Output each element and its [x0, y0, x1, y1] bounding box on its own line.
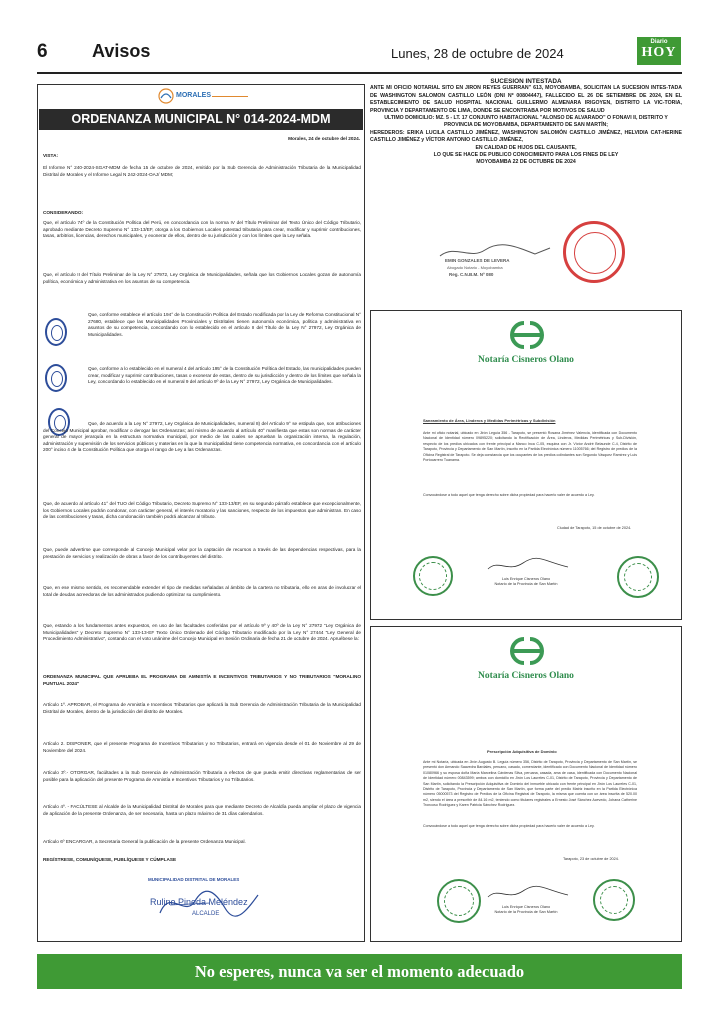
notary-logo-icon [504, 635, 550, 667]
logo-tagline-line [212, 96, 248, 97]
paragraph-2: Que, el artículo II del Título Preliminar de la Ley N° 27972, Ley Orgánica de Municipalidades, señala que los Gobiernos Locales gozan de autonomía política, económica y administrativa en los asuntos de su competencia. [43, 272, 361, 284]
signature-entity: MUNICIPALIDAD DISTRITAL DE MORALES [148, 877, 240, 882]
succession-notice [370, 78, 682, 167]
closing-formula: REGÍSTRESE, COMUNÍQUESE, PUBLÍQUESE Y CÚMPLASE [43, 857, 177, 862]
notary-signature-title: Notario de la Provincia de San Martín [494, 582, 558, 586]
vista-paragraph: El Informe N° 240-2024-SGAT-MDM de fecha 15 de octubre de 2024, emitido por la Sub Gerencia de Administración Tributaria de la Municipalidad Distrital de Morales y el Informe Legal N 242-2024-OAJ/ MDM; [43, 165, 361, 177]
footer-slogan-banner: No esperes, nunca va ser el momento adecuado [37, 954, 682, 989]
notary-heading: Saneamiento de Área, Linderos y Medidas Perimétricas y Subdivisión [423, 418, 556, 423]
header-rule [37, 72, 682, 74]
article-4: Artículo 4º. - FACÚLTESE al Alcalde de la Municipalidad Distrital de Morales para que mediante Decreto de Alcaldía pueda ampliar el plazo de vigencia de aplicación de la presente Ordenanza, de ser necesaria, hasta un plazo máximo de 31 días calendarios. [43, 804, 361, 816]
stamp-name: EMIN GONZALES DE LEVERA [445, 258, 510, 263]
red-seal-inner-ring [574, 232, 616, 274]
logo-text: MORALES [176, 92, 211, 99]
notary-stamp [435, 242, 555, 286]
municipality-emblem-icon [158, 88, 174, 104]
notary-body: Ante mi oficio notarial, ubicado en Jirón Leguía 356 - Tarapoto, se presentó Rosana Jiménez Valencia, identificada con Documento Nacional de Identidad número 09895220; solicitando la Rectificación de Área, Linderos, Medidas Perimétricas y Sub-División, respecto de los predios ubicados con frente principal a Manco Inca C-05, esquina con Jr. Víctor André Belaunde C-4, Distrito de Tarapoto, Provincia y Departamento de San Martín, inscrito en la Partida Electrónica número 11005766; del Registro de predios de la Oficina Registral de Tarapoto. Se deja constancia que los ocupantes de los predios colindantes son Segundo Vásquez Ramírez y Luis Portocarrero Tuanama. [423, 431, 637, 463]
notary-city-date: Ciudad de Tarapoto, 15 de octubre de 2024. [557, 526, 632, 530]
issue-date: Lunes, 28 de octubre de 2024 [391, 46, 564, 61]
paragraph-3: Que, conforme establece el artículo 194° de la Constitución Política del Estado modificada por la Ley de Reforma Constitucional N° 27680, establece que las Municipalidades Provinciales y Distritales tienen autonomía económica, política y administrativa en asuntos de su competencia, concordando con lo establecido en el artículo II del Título de la Ley N° 27972, Ley Orgánica de Municipalidades. [88, 312, 361, 337]
notary-signature [471, 577, 581, 587]
ordinance-date: Morales, 24 de octubre del 2024. [288, 136, 360, 141]
notary-seal-right [593, 879, 635, 921]
red-notary-seal [563, 221, 625, 283]
notary-seal-left [437, 879, 481, 923]
notary-body: Ante mi Notaría, ubicada en Jirón Augusto B. Leguía número 356, Distrito de Tarapoto, Provincia y Departamento de San Martín, se presentó don Armando Saavedra Bardales, peruano, casado, comerciante, identificado con Documento Nacional de Identidad número 01080966 y su esposa doña María Marcelina Cárdenas Silva, peruana, casada, ama de casa, identificada con Documento Nacional de Identidad número 00843599; ambos con domicilio en Jirón Los Laureles C-01, Distrito de Tarapoto, Provincia y Departamento de San Martín, solicitando la Prescripción Adquisitiva de Dominio del inmueble ubicado con frente principal en Jirón Los Laureles C-01, Distrito de Tarapoto, Provincia y Departamento de San Martín, que forma parte del predio Matriz inscrito en la Partida Electrónica número 05000573 del Registro de Predios de la Oficina Registral de Tarapoto, la misma que cuenta con un área inscrita de 520.00 m2, siendo el área a prescribir de 84.16 m2, teniendo como titulares registrales a Ernesto José Sánchez Acevedo, Johana Catherine Troncoso Rodríguez y Karen Patricia Sánchez Rodríguez. [423, 760, 637, 808]
notary-notice-2 [370, 626, 682, 942]
municipal-seal-2 [45, 364, 67, 392]
notary-signature-scribble [483, 557, 573, 575]
notary-signature-name: Luis Enrique Cisneros Olano [501, 905, 551, 909]
article-2: Artículo 2. DISPONER, que el presente Programa de Incentivos Tributarios y no Tributarios, entrará en vigencia desde el 01 de Noviembre al 29 de Noviembre del 2024. [43, 741, 361, 753]
notary-closing: Convocándose a todo aquel que tenga derecho sobre dicha propiedad para hacerlo valer de acuerdo a Ley. [423, 824, 595, 828]
logo-main-text: HOY [641, 45, 677, 60]
succession-notice-text: LO QUE SE HACE DE PUBLICO CONOCIMIENTO PARA LOS FINES DE LEY [433, 152, 619, 159]
succession-city-date: MOYOBAMBA 22 DE OCTUBRE DE 2024 [476, 159, 576, 166]
succession-body: ANTE MI OFICIO NOTARIAL SITO EN JIRON REYES GUERRAN" 613, MOYOBAMBA, SOLICITAN LA SUCESION INTES-TADA DE WASHINGTON SALOMON CASTILLO LEÓN (DNI Nº 00804447), FALLECIDO EL 26 DE SETIEMBRE DE 2024, EN EL ESTABLECIMIENTO DE SALUD HOSPITAL NACIONAL GUILLERMO ALMENARA IRIGOYEN, DISTRITO LA VIC-TORIA, PROVINCIA Y DEPARTAMENTO DE LIMA, DONDE SE ENCONTRABA POR MOTIVOS DE SALUD [370, 85, 682, 114]
stamp-role: Abogado Notario - Moyobamba [447, 265, 503, 270]
succession-domicile: ULTIMO DOMICILIO: MZ. 5 - LT. 17 CONJUNTO HABITACIONAL "ALONSO DE ALVARADO" O FONAVI II, DISTRITO Y PROVINCIA DE MOYOBAMBA, DEPARTAMENTO DE SAN MARTÍN; [384, 115, 668, 129]
notary-notice-1 [370, 310, 682, 620]
succession-heirs: HEREDEROS: ERIKA LUCILA CASTILLO JIMÉNEZ, WASHINGTON SALOMÓN CASTILLO JIMÉNEZ, HELVIDIA CAT-HERINE CASTILLO JIMÉNEZ y VÍCTOR ANTONIO CASTILLO JIMÉNEZ, [370, 129, 682, 144]
notary-seal-left [413, 556, 453, 596]
paragraph-7: Que, puede advertirse que corresponde al Concejo Municipal velar por la captación de recursos a través de las dependencias respectivas, para la prestación de servicios y realización de obras a favor de los contribuyentes del distrito. [43, 547, 361, 559]
newspaper-logo [637, 37, 681, 65]
paragraph-1: Que, el artículo 74º de la Constitución Política del Perú, en concordancia con la norma IV del Título Preliminar del Texto Único del Código Tributario, aprobado mediante Decreto Supremo N° 133-13/EF, otorga a los Gobiernos Locales potestad tributaria para crear, modificar y suprimir contribuciones, tasas, arbitrios, licencias, derechos municipales, y exonerar de ellos, dentro de su jurisdicción y con los límites que la Ley señala. [43, 220, 361, 239]
notary-seal-right [617, 556, 659, 598]
considerando-label: CONSIDERANDO: [43, 210, 84, 215]
notary-brand: Notaría Cisneros Olano [478, 671, 574, 681]
mayor-signature-block [140, 877, 280, 933]
notary-logo-icon [504, 319, 550, 351]
notary-signature-title: Notario de la Provincia de San Martín [494, 910, 558, 914]
logo-top-text: Diario [650, 39, 668, 45]
notary-signature [471, 905, 581, 915]
notary-brand: Notaría Cisneros Olano [478, 355, 574, 365]
municipal-seal-1 [45, 318, 67, 346]
ordinance-heading: ORDENANZA MUNICIPAL QUE APRUEBA EL PROGRAMA DE AMNISTÍA E INCENTIVOS TRIBUTARIOS Y NO TRIBUTARIOS "MORALINO PUNTUAL 2024" [43, 674, 361, 686]
article-5: Artículo 6º ENCARGAR, a Secretaria General la publicación de la presente Ordenanza Municipal. [43, 839, 246, 844]
article-1: Artículo 1º. APROBAR, el Programa de Amnistía e Incentivos Tributarios que aplicará la Sub Gerencia de Administración Tributaria de la Municipalidad Distrital de Morales, dentro de la jurisdicción del distrito de Morales. [43, 702, 361, 714]
notary-city-date: Tarapoto, 23 de octubre de 2024. [563, 857, 619, 861]
notary-signature-scribble [483, 885, 573, 903]
ordinance-title: ORDENANZA MUNICIPAL N° 014-2024-MDM [39, 109, 363, 130]
signature-name: Rulino Pineda Meléndez [150, 897, 248, 907]
paragraph-9: Que, estando a los fundamentos antes expuestos, en uso de las facultades conferidas por el artículo 9º y 40º de la Ley N° 27972 "Ley Orgánica de Municipalidades" y Decreto Supremo N° 133-13-EF Texto Único Ordenado del Código Tributario modificado por la Ley N° 27444 "Ley General de Procedimiento Administrativo", contando con el voto unánime del Concejo Municipal en Sesión Ordinaria de fecha 21 de octubre de 2024. Apruébese la: [43, 623, 361, 642]
notary-signature-name: Luis Enrique Cisneros Olano [501, 577, 551, 581]
municipality-logo [158, 87, 248, 105]
notary-heading: Prescripción Adquisitiva de Dominio [487, 749, 557, 754]
paragraph-6: Que, de acuerdo al artículo 41° del TUO del Código Tributario, Decreto Supremo N° 133-13/EF, en su segundo párrafo establece que excepcionalmente, los Gobiernos Locales podrán condonar, con carácter general, el interés moratorio y las sanciones, respecto de los impuestos que administran. En caso de las contribuciones y tasas, dicha condonación también podrá alcanzar al tributo. [43, 501, 361, 520]
paragraph-5: Que, de acuerdo a la Ley N° 27972, Ley Orgánica de Municipalidades, numeral 8) del Artículo 9° se estipula que, son atribuciones del Concejo Municipal aprobar, modificar o derogar las Ordenanzas; así mismo de acuerdo al artículo 40° manifiesta que estas son normas de carácter general de mayor jerarquía en la estructura normativa municipal, por medio de las cuales se aprueban la organización interna, la regulación, administración y supervisión de los servicios públicos y materias en la que la municipalidad tiene competencia normativa, en concordancia con el artículo 200° inciso 4 de la Constitución Política que otorga el rango de Ley a las Ordenanzas. [43, 421, 361, 453]
signature-role: ALCALDE [192, 911, 220, 917]
page-number: 6 [37, 41, 48, 62]
paragraph-8: Que, en ese mismo sentido, es recomendable extender el tipo de medidas señaladas al ámbito de la cartera no tributaria, ello en aras de involucrar el total de deudas acreedoras de los administrados pudiendo optimizar su cumplimiento. [43, 585, 361, 597]
stamp-reg: Reg. C.N.B.M. Nº 080 [449, 272, 494, 277]
notary-closing: Convocándose a todo aquel que tenga derecho sobre dicha propiedad para hacerlo valer de acuerdo a Ley. [423, 493, 595, 497]
paragraph-4: Que, conforme a lo establecido en el numeral 4 del artículo 195° de la Constitución Política del Estado, las municipalidades pueden crear, modificar y suprimir contribuciones, tasas o exonerar de estas, dentro de su jurisdicción y dentro de los límites que señala la Ley, concordando lo establecido en el numeral 9 del artículo 9º de la Ley N° 27972, Ley Orgánica de Municipalidades. [88, 366, 361, 385]
succession-title: SUCESION INTESTADA [490, 78, 562, 85]
succession-heirs-2: EN CALIDAD DE HIJOS DEL CAUSANTE, [475, 144, 577, 151]
vista-label: VISTA: [43, 153, 59, 158]
section-title: Avisos [92, 41, 151, 61]
article-3: Artículo 3º.- OTORGAR, facúltades a la Sub Gerencia de Administración Tributaria a efectos de que pueda emitir directivas reglamentarias de ser posible para la aplicación del presente Programa de Amnistía e Incentivos Tributarios y no Tributarios. [43, 770, 361, 782]
